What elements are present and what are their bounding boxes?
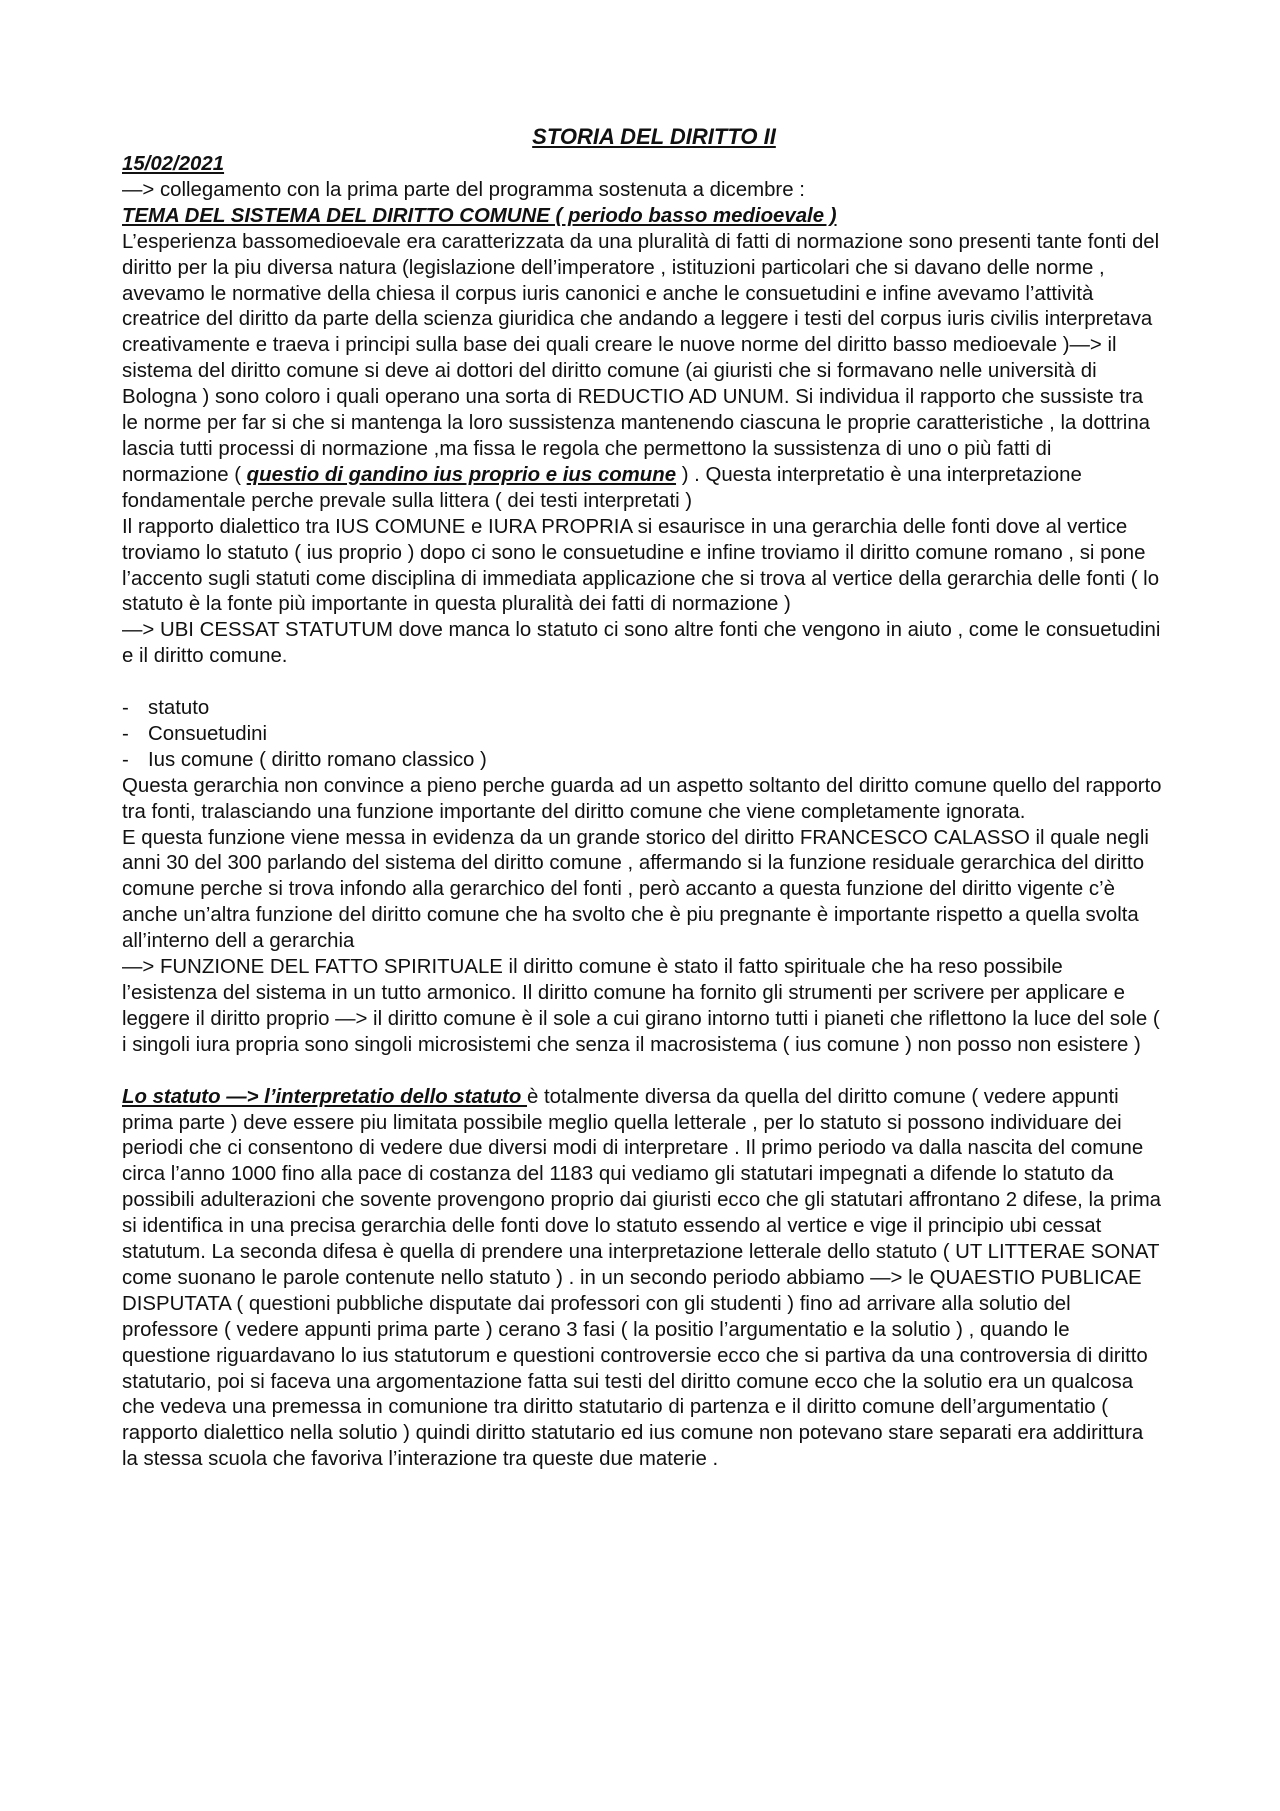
blank-line xyxy=(122,1059,1162,1085)
paragraph-7-text: è totalmente diversa da quella del diritto comune ( vedere appunti prima parte ) deve essere piu limitata possibile meglio quella letterale , per lo statuto si possono individuare dei periodi che ci consentono di vedere due diversi modi di interpretare . Il primo periodo va dalla nascita del comune circa l’anno 1000 fino alla pace di costanza del 1183 qui vediamo gli statutari impegnati a difende lo statuto da possibili adulterazioni che sovente provengono proprio dai giuristi ecco che gli statutari affrontano 2 difese, la prima si identifica in una precisa gerarchia delle fonti dove lo statuto essendo al vertice e vige il principio ubi cessat statutum. La seconda difesa è quella di prendere una interpretazione letterale dello statuto ( UT LITTERAE SONAT come suonano le parole contenute nello statuto ) . in un secondo periodo abbiamo —> le QUAESTIO PUBLICAE DISPUTATA ( questioni pubbliche disputate dai professori con gli studenti ) fino ad arrivare alla solutio del professore ( vedere appunti prima parte ) cerano 3 fasi ( la positio l’argumentatio e la solutio ) , quando le questione riguardavano lo ius statutorum e questioni controversie ecco che si partiva da una controversia di diritto statutario, poi si faceva una argomentazione fatta sui testi del diritto comune ecco che la solutio era un qualcosa che vedeva una premessa in comunione tra diritto statutario di partenza e il diritto comune dell’argumentatio ( rapporto dialettico nella solutio ) quindi diritto statutario ed ius comune non potevano stare separati era addirittura la stessa scuola che favoriva l’interazione tra queste due materie . xyxy=(122,1085,1162,1471)
document-title: STORIA DEL DIRITTO II xyxy=(532,124,776,149)
dash-bullet: - xyxy=(122,722,129,745)
paragraph-1-text-b: ) . Questa interpretatio è una interpretazione fondamentale perche prevale sulla littera ( dei testi interpretati ) xyxy=(122,463,1082,512)
hierarchy-list xyxy=(122,696,1162,774)
paragraph-2: Il rapporto dialettico tra IUS COMUNE e IURA PROPRIA si esaurisce in una gerarchia delle fonti dove al vertice troviamo lo statuto ( ius proprio ) dopo ci sono le consuetudine e infine troviamo il diritto comune romano , si pone l’accento sugli statuti come disciplina di immediata applicazione che si trova al vertice della gerarchia delle fonti ( lo statuto è la fonte più importante in questa pluralità dei fatti di normazione ) xyxy=(122,515,1160,616)
dash-bullet: - xyxy=(122,748,129,771)
list-item xyxy=(122,696,1162,722)
list-item-text: Consuetudini xyxy=(148,722,268,745)
list-item-text: Ius comune ( diritto romano classico ) xyxy=(148,748,487,771)
list-item xyxy=(122,748,1162,774)
intro-line: —> collegamento con la prima parte del programma sostenuta a dicembre : xyxy=(122,178,805,201)
document-page xyxy=(122,122,1162,1473)
paragraph-5: E questa funzione viene messa in evidenza da un grande storico del diritto FRANCESCO CALASSO il quale negli anni 30 del 300 parlando del sistema del diritto comune , affermando si la funzione residuale gerarchica del diritto comune perche si trova infondo alla gerarchico del fonti , però accanto a questa funzione del diritto vigente c’è anche un’altra funzione del diritto comune che ha svolto che è piu pregnante è importante rispetto a quella svolta all’interno dell a gerarchia xyxy=(122,826,1149,953)
list-item xyxy=(122,722,1162,748)
dash-bullet: - xyxy=(122,697,129,720)
paragraph-3: —> UBI CESSAT STATUTUM dove manca lo statuto ci sono altre fonti che vengono in aiuto , come le consuetudini e il diritto comune. xyxy=(122,619,1161,668)
paragraph-7 xyxy=(122,1085,1162,1474)
paragraph-1-text-a: L’esperienza bassomedioevale era caratterizzata da una pluralità di fatti di normazione sono presenti tante fonti del diritto per la piu diversa natura (legislazione dell’imperatore , istituzioni particolari che si davano delle norme , avevamo le normative della chiesa il corpus iuris canonici e anche le consuetudini e infine avevamo l’attività creatrice del diritto da parte della scienza giuridica che andando a leggere i testi del corpus iuris civilis interpretava creativamente e traeva i principi sulla base dei quali creare le nuove norme del diritto basso medioevale )—> il sistema del diritto comune si deve ai dottori del diritto comune (ai giuristi che si formavano nelle università di Bologna ) sono coloro i quali operano una sorta di REDUCTIO AD UNUM. Si individua il rapporto che sussiste tra le norme per far si che si mantenga la loro sussistenza mantenendo ciascuna le proprie caratteristiche , la dottrina lascia tutti processi di normazione ,ma fissa le regola che permettono la sussistenza di uno o più fatti di normazione ( xyxy=(122,230,1160,486)
questio-reference: questio di gandino ius proprio e ius comune xyxy=(246,463,677,486)
blank-line xyxy=(122,670,1162,696)
section-heading: TEMA DEL SISTEMA DEL DIRITTO COMUNE ( periodo basso medioevale ) xyxy=(122,204,837,227)
list-item-text: statuto xyxy=(148,697,210,720)
paragraph-1 xyxy=(122,230,1162,515)
paragraph-6: —> FUNZIONE DEL FATTO SPIRITUALE il diritto comune è stato il fatto spirituale che ha reso possibile l’esistenza del sistema in un tutto armonico. Il diritto comune ha fornito gli strumenti per scrivere per applicare e leggere il diritto proprio —> il diritto comune è il sole a cui girano intorno tutti i pianeti che riflettono la luce del sole ( i singoli iura propria sono singoli microsistemi che senza il macrosistema ( ius comune ) non posso non esistere ) xyxy=(122,956,1160,1056)
statuto-heading: Lo statuto —> l’interpretatio dello statuto xyxy=(122,1085,527,1108)
document-date: 15/02/2021 xyxy=(122,153,225,175)
paragraph-4: Questa gerarchia non convince a pieno perche guarda ad un aspetto soltanto del diritto comune quello del rapporto tra fonti, tralasciando una funzione importante del diritto comune che viene completamente ignorata. xyxy=(122,774,1162,823)
